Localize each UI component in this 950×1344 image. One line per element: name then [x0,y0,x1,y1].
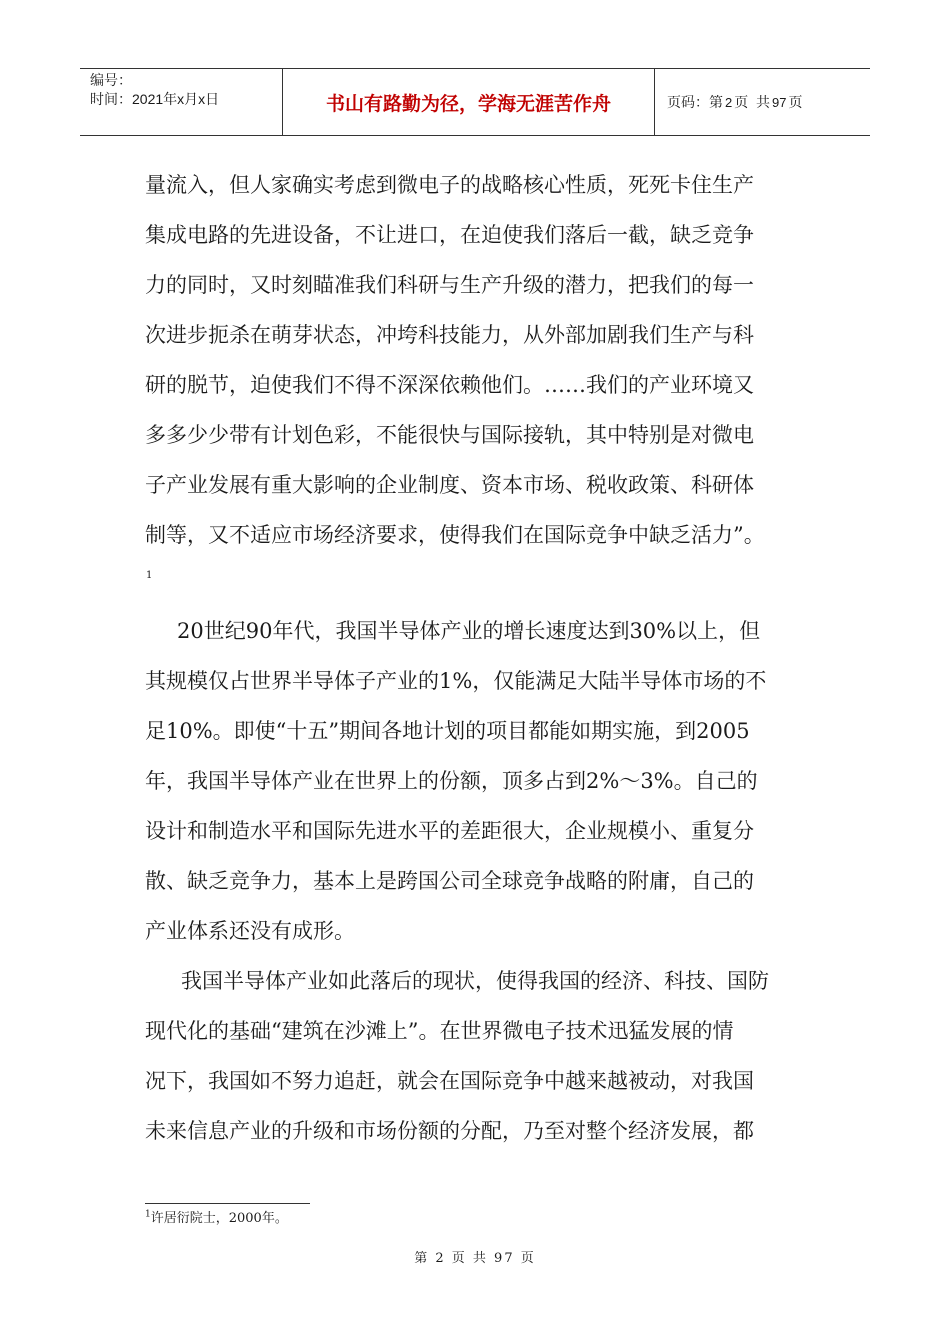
paragraph-semiconductor-growth [145,606,815,956]
text-line: 足10%。即使“十五”期间各地计划的项目都能如期实施，到2005 [145,719,750,743]
header-meta [80,69,283,135]
header-page-suffix: 页 [788,94,803,110]
text-line: 量流入，但人家确实考虑到微电子的战略核心性质，死死卡住生产 [145,173,754,197]
text-line: 我国半导体产业如此落后的现状，使得我国的经济、科技、国防 [181,969,769,993]
page-header [80,68,870,136]
header-page-prefix: 页码：第 [667,94,723,110]
paragraph-continued [145,160,815,560]
text-line: 设计和制造水平和国际先进水平的差距很大，企业规模小、重复分 [145,819,754,843]
text-line: 其规模仅占世界半导体子产业的1%，仅能满足大陆半导体市场的不 [145,669,767,693]
paragraph-industry-status [145,956,815,1156]
text-line: 多多少少带有计划色彩，不能很快与国际接轨，其中特别是对微电 [145,423,754,447]
text-line: 20世纪90年代，我国半导体产业的增长速度达到30%以上，但 [177,619,761,643]
body-paragraphs [145,606,815,1156]
text-line: 年，我国半导体产业在世界上的份额，顶多占到2%～3%。自己的 [145,769,758,793]
footnote [145,1210,288,1228]
footnote-reference: 1 [146,570,153,581]
header-number-label: 编号： [90,72,132,88]
text-line: 况下，我国如不努力追赶，就会在国际竞争中越来越被动，对我国 [145,1069,754,1093]
text-line: 未来信息产业的升级和市场份额的分配，乃至对整个经济发展，都 [145,1119,754,1143]
text-line: 制等，又不适应市场经济要求，使得我们在国际竞争中缺乏活力”。 [145,523,765,547]
text-line: 现代化的基础“建筑在沙滩上”。在世界微电子技术迅猛发展的情 [145,1019,734,1043]
header-date: 时间：2021年x月x日 [90,91,220,107]
text-line: 集成电路的先进设备，不让进口，在迫使我们落后一截，缺乏竞争 [145,223,754,247]
footnote-separator [145,1203,310,1204]
footnote-text: 许居衍院士，2000年。 [150,1211,288,1226]
text-line: 散、缺乏竞争力，基本上是跨国公司全球竞争战略的附庸，自己的 [145,869,754,893]
text-line: 次进步扼杀在萌芽状态，冲垮科技能力，从外部加剧我们生产与科 [145,323,754,347]
header-page-current: 2 [725,94,733,110]
header-page-mid: 页 共 [734,94,771,110]
header-page-info [655,69,870,135]
header-page-total: 97 [772,94,787,110]
text-line: 产业体系还没有成形。 [145,919,355,943]
page-number-footer: 第 2 页 共 97 页 [414,1251,536,1266]
text-line: 研的脱节，迫使我们不得不深深依赖他们。……我们的产业环境又 [145,373,754,397]
text-line: 子产业发展有重大影响的企业制度、资本市场、税收政策、科研体 [145,473,754,497]
header-motto: 书山有路勤为径，学海无涯苦作舟 [283,69,655,135]
text-line: 力的同时，又时刻瞄准我们科研与生产升级的潜力，把我们的每一 [145,273,754,297]
footnote-number: 1 [145,1209,151,1220]
